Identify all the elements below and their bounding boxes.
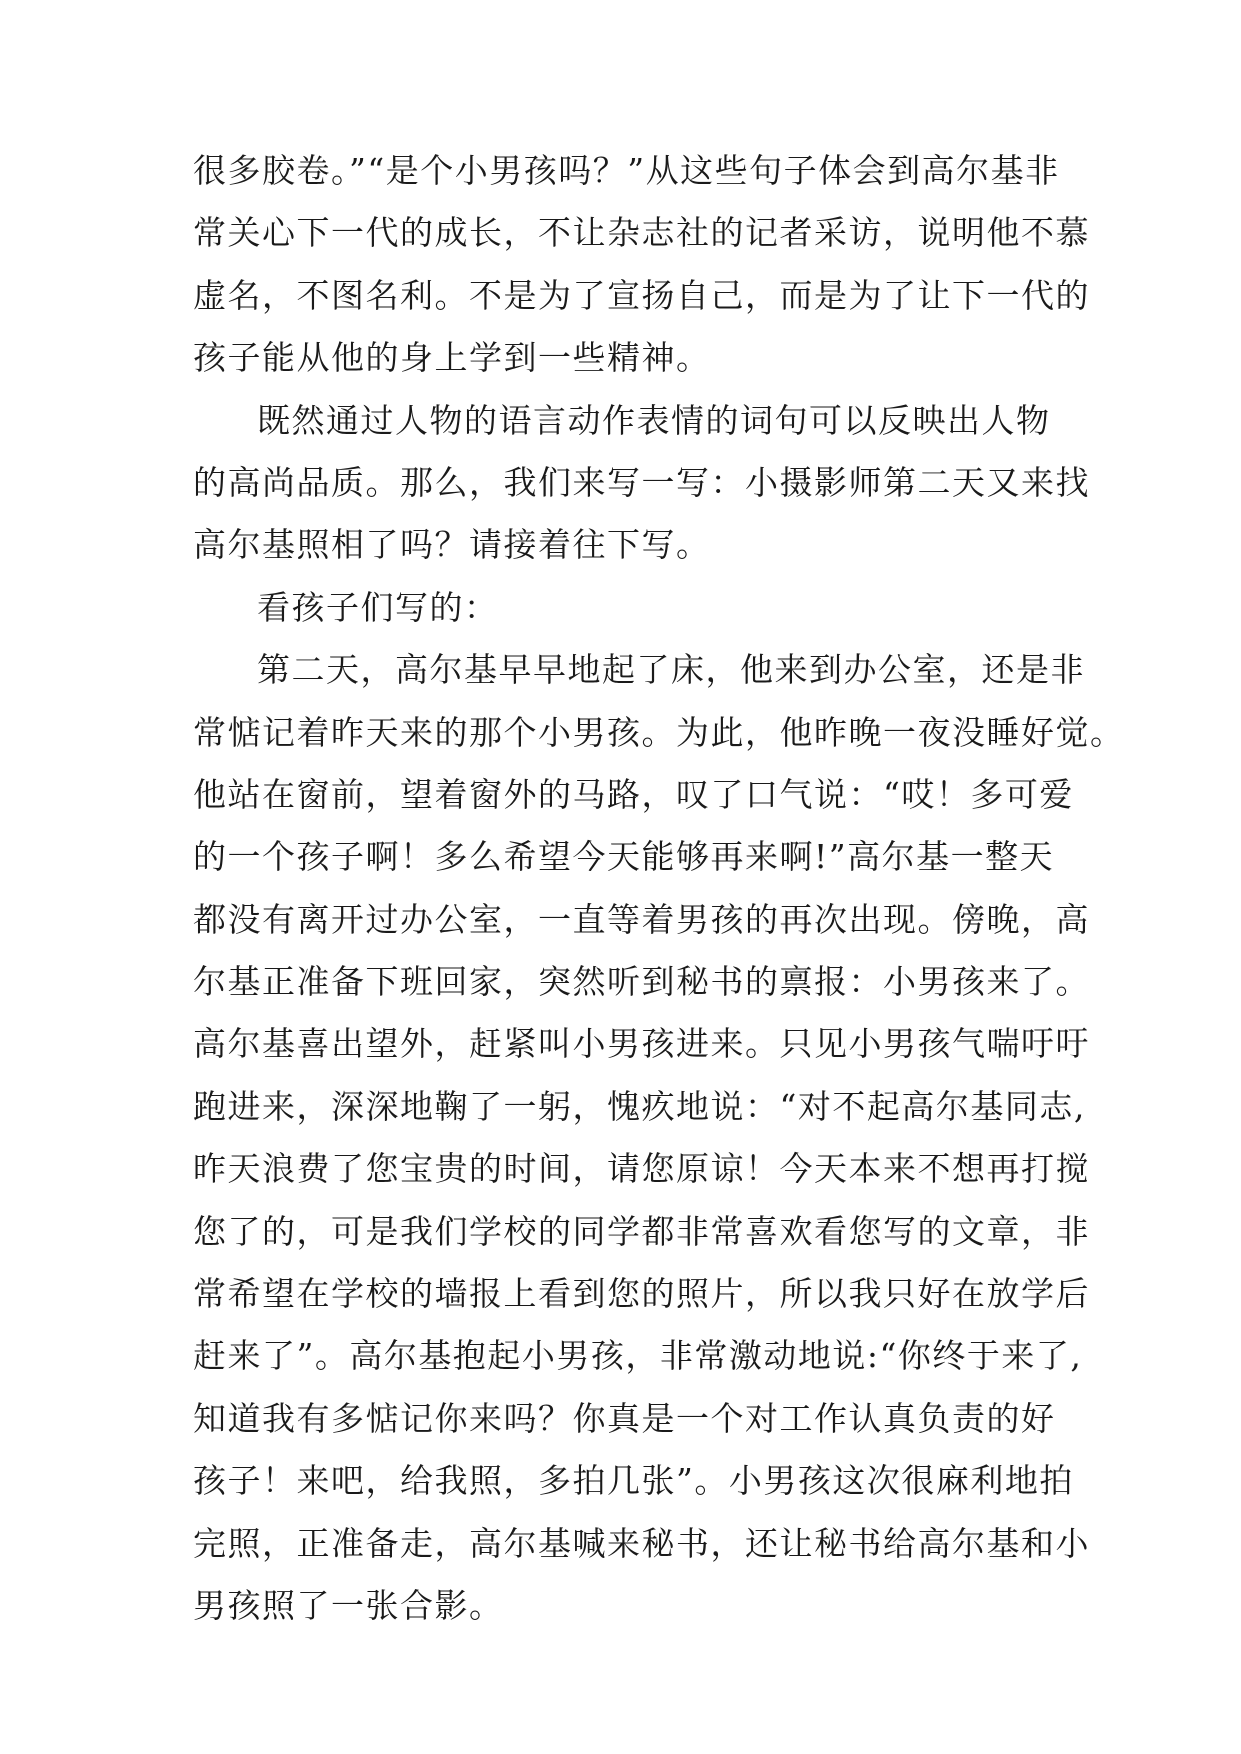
text-line: 虚名，不图名利。不是为了宣扬自己，而是为了让下一代的 bbox=[193, 275, 1090, 315]
text-line: 看孩子们写的： bbox=[257, 587, 499, 627]
text-line: 赶来了”。高尔基抱起小男孩，非常激动地说:“你终于来了, bbox=[193, 1336, 1083, 1376]
text-line: 孩子！来吧，给我照，多拍几张”。小男孩这次很麻利地拍 bbox=[193, 1461, 1074, 1501]
text-line: 常希望在学校的墙报上看到您的照片，所以我只好在放学后 bbox=[193, 1274, 1090, 1314]
text-line: 第二天，高尔基早早地起了床，他来到办公室，还是非 bbox=[257, 650, 1085, 690]
text-line: 他站在窗前，望着窗外的马路，叹了口气说：“哎！多可爱 bbox=[193, 774, 1074, 814]
text-line: 孩子能从他的身上学到一些精神。 bbox=[193, 338, 711, 378]
text-line: 高尔基照相了吗？请接着往下写。 bbox=[193, 525, 711, 565]
text-line: 您了的，可是我们学校的同学都非常喜欢看您写的文章，非 bbox=[193, 1211, 1090, 1251]
text-line: 男孩照了一张合影。 bbox=[193, 1585, 504, 1625]
text-line: 的一个孩子啊！多么希望今天能够再来啊!”高尔基一整天 bbox=[193, 837, 1055, 877]
text-line: 都没有离开过办公室，一直等着男孩的再次出现。傍晚，高 bbox=[193, 899, 1090, 939]
text-line: 昨天浪费了您宝贵的时间，请您原谅！今天本来不想再打搅 bbox=[193, 1149, 1090, 1189]
text-line: 常惦记着昨天来的那个小男孩。为此，他昨晚一夜没睡好觉。 bbox=[193, 712, 1125, 752]
text-line: 完照，正准备走，高尔基喊来秘书，还让秘书给高尔基和小 bbox=[193, 1523, 1090, 1563]
text-line: 的高尚品质。那么，我们来写一写：小摄影师第二天又来找 bbox=[193, 462, 1090, 502]
text-line: 很多胶卷。”“是个小男孩吗？”从这些句子体会到高尔基非 bbox=[193, 151, 1060, 190]
text-line: 跑进来，深深地鞠了一躬，愧疚地说：“对不起高尔基同志, bbox=[193, 1086, 1086, 1126]
text-line: 既然通过人物的语言动作表情的词句可以反映出人物 bbox=[257, 400, 1051, 440]
text-line: 常关心下一代的成长，不让杂志社的记者采访，说明他不慕 bbox=[193, 213, 1090, 253]
body-text bbox=[193, 140, 1125, 1637]
text-line: 知道我有多惦记你来吗？你真是一个对工作认真负责的好 bbox=[193, 1398, 1056, 1438]
text-line: 高尔基喜出望外，赶紧叫小男孩进来。只见小男孩气喘吁吁 bbox=[193, 1024, 1090, 1064]
text-line: 尔基正准备下班回家，突然听到秘书的禀报：小男孩来了。 bbox=[193, 962, 1090, 1002]
